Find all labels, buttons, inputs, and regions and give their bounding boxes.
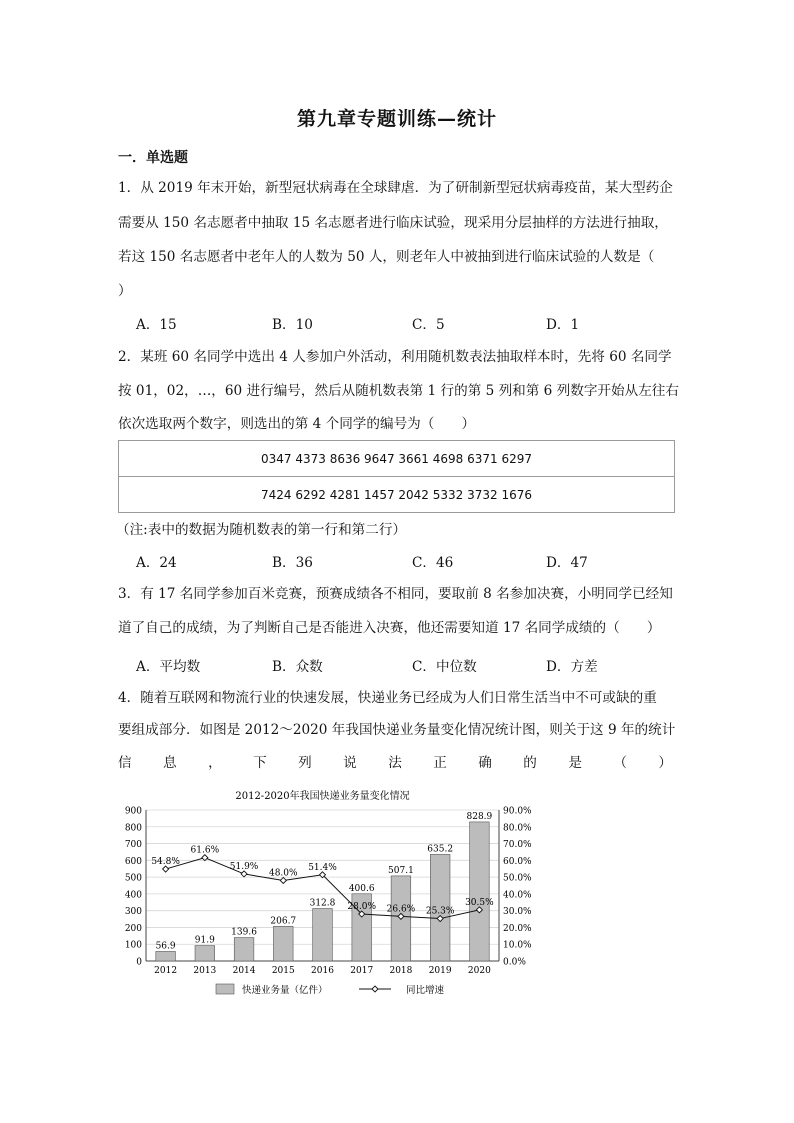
y-tick-left: 900	[124, 806, 142, 817]
legend-bar-label: 快递业务量（亿件）	[242, 985, 328, 996]
q1-option-a: A．15	[136, 317, 177, 333]
growth-label: 25.3%	[425, 906, 455, 917]
express-volume-chart	[116, 782, 546, 1004]
q2-note: （注:表中的数据为随机数表的第一行和第二行）	[116, 522, 407, 538]
y-tick-right: 90.0%	[503, 806, 532, 817]
q4-char: 正	[433, 755, 447, 771]
y-tick-right: 0.0%	[503, 957, 526, 968]
q1-line-4: ）	[118, 283, 132, 299]
bar-label: 312.8	[309, 898, 336, 909]
random-number-table	[118, 440, 675, 513]
bar	[195, 946, 215, 961]
bar	[470, 822, 490, 961]
bar-label: 400.6	[348, 883, 375, 894]
growth-label: 28.0%	[347, 902, 377, 913]
table-cell: 7424 6292 4281 1457 2042 5332 3732 1676	[119, 477, 675, 513]
q1-line-3: 若这 150 名志愿者中老年人的人数为 50 人，则老年人中被抽到进行临床试验的人数是（	[118, 249, 655, 265]
x-tick: 2013	[193, 966, 217, 976]
bar	[234, 938, 254, 961]
growth-label: 30.5%	[465, 897, 494, 908]
y-tick-right: 70.0%	[503, 840, 532, 851]
q4-line-1: 4．随着互联网和物流行业的快速发展，快递业务已经成为人们日常生活当中不可或缺的重	[118, 690, 657, 706]
legend-line-marker	[372, 986, 378, 992]
x-tick: 2015	[271, 966, 295, 976]
x-tick: 2016	[311, 966, 334, 976]
growth-label: 48.0%	[268, 868, 298, 879]
q2-option-b: B．36	[272, 555, 313, 571]
growth-label: 51.9%	[229, 861, 259, 872]
bar-label: 91.9	[194, 935, 215, 946]
bar-label: 828.9	[466, 811, 493, 822]
y-tick-left: 600	[124, 856, 142, 867]
y-tick-left: 200	[124, 923, 142, 934]
q2-option-c: C．46	[412, 555, 454, 571]
growth-label: 26.6%	[386, 904, 416, 915]
y-tick-left: 300	[124, 907, 142, 918]
table-cell: 0347 4373 8636 9647 3661 4698 6371 6297	[119, 441, 675, 477]
y-tick-left: 400	[124, 890, 142, 901]
y-tick-left: 700	[124, 840, 142, 851]
q4-char: 确	[478, 755, 492, 771]
growth-label: 51.4%	[308, 862, 337, 873]
q4-char: （	[613, 755, 627, 771]
bar	[273, 926, 293, 961]
q2-option-d: D．47	[546, 555, 588, 571]
section-heading: 一．单选题	[118, 150, 188, 166]
page-title: 第九章专题训练—统计	[296, 108, 497, 130]
y-tick-left: 100	[124, 940, 142, 951]
q3-option-a: A．平均数	[136, 659, 201, 675]
y-tick-left: 800	[124, 823, 142, 834]
x-tick: 2019	[428, 966, 452, 976]
y-tick-right: 20.0%	[503, 923, 532, 934]
q4-char: 下	[253, 755, 267, 771]
legend-bar-swatch	[216, 984, 234, 994]
y-tick-right: 10.0%	[503, 940, 532, 951]
q4-char: 息	[163, 755, 177, 771]
q1-option-d: D．1	[546, 317, 580, 333]
y-tick-right: 30.0%	[503, 907, 532, 918]
q4-char: 法	[388, 755, 402, 771]
x-tick: 2020	[467, 966, 491, 976]
x-tick: 2012	[154, 966, 178, 976]
q4-char: ）	[658, 755, 672, 771]
y-tick-left: 0	[136, 957, 142, 968]
bar-label: 139.6	[231, 927, 257, 938]
x-tick: 2014	[232, 966, 256, 976]
x-tick: 2018	[389, 966, 413, 976]
q1-line-2: 需要从 150 名志愿者中抽取 15 名志愿者进行临床试验，现采用分层抽样的方法进行抽取，	[118, 215, 668, 231]
chart-title: 2012-2020年我国快递业务量变化情况	[235, 791, 410, 802]
q3-line-1: 3．有 17 名同学参加百米竞赛，预赛成绩各不相同，要取前 8 名参加决赛，小明同学已经知	[118, 586, 673, 602]
q1-option-b: B．10	[272, 317, 313, 333]
q2-option-a: A．24	[136, 555, 177, 571]
q3-option-b: B．众数	[272, 659, 323, 675]
q2-line-2: 按 01，02，…，60 进行编号，然后从随机数表第 1 行的第 5 列和第 6 列数字开始从左往右	[118, 383, 679, 399]
q4-line-3	[118, 751, 672, 771]
bar-label: 507.1	[388, 865, 414, 876]
q3-line-2: 道了自己的成绩，为了判断自己是否能进入决赛，他还需要知道 17 名同学成绩的（ ）	[118, 620, 661, 636]
y-tick-right: 80.0%	[503, 823, 532, 834]
x-tick: 2017	[350, 966, 374, 976]
bar-label: 206.7	[270, 916, 297, 927]
q4-char: ，	[208, 755, 222, 771]
q2-line-1: 2．某班 60 名同学中选出 4 人参加户外活动，利用随机数表法抽取样本时，先将 60 名同学	[118, 349, 672, 365]
growth-label: 54.8%	[151, 857, 180, 868]
q4-char: 信	[118, 755, 132, 771]
q3-option-c: C．中位数	[412, 659, 477, 675]
legend-line-label: 同比增速	[406, 985, 445, 996]
q4-char: 是	[568, 755, 582, 771]
q4-line-2: 要组成部分．如图是 2012～2020 年我国快递业务量变化情况统计图，则关于这 9 年的统计	[118, 722, 676, 738]
q2-line-3: 依次选取两个数字，则选出的第 4 个同学的编号为（ ）	[118, 416, 476, 432]
y-tick-right: 50.0%	[503, 873, 532, 884]
q4-char: 列	[298, 755, 312, 771]
y-tick-right: 40.0%	[503, 890, 532, 901]
q1-option-c: C．5	[412, 317, 445, 333]
bar	[156, 951, 176, 961]
y-tick-right: 60.0%	[503, 856, 532, 867]
table-row	[119, 441, 675, 477]
bar-label: 635.2	[427, 844, 454, 855]
growth-label: 61.6%	[190, 845, 220, 856]
table-row	[119, 477, 675, 513]
bar	[313, 909, 333, 961]
bar-label: 56.9	[155, 941, 176, 952]
q1-line-1: 1．从 2019 年末开始，新型冠状病毒在全球肆虐．为了研制新型冠状病毒疫苗，某大型药企	[118, 180, 673, 196]
y-tick-left: 500	[124, 873, 142, 884]
q4-char: 的	[523, 755, 537, 771]
q4-char: 说	[343, 755, 357, 771]
q3-option-d: D．方差	[546, 659, 598, 675]
